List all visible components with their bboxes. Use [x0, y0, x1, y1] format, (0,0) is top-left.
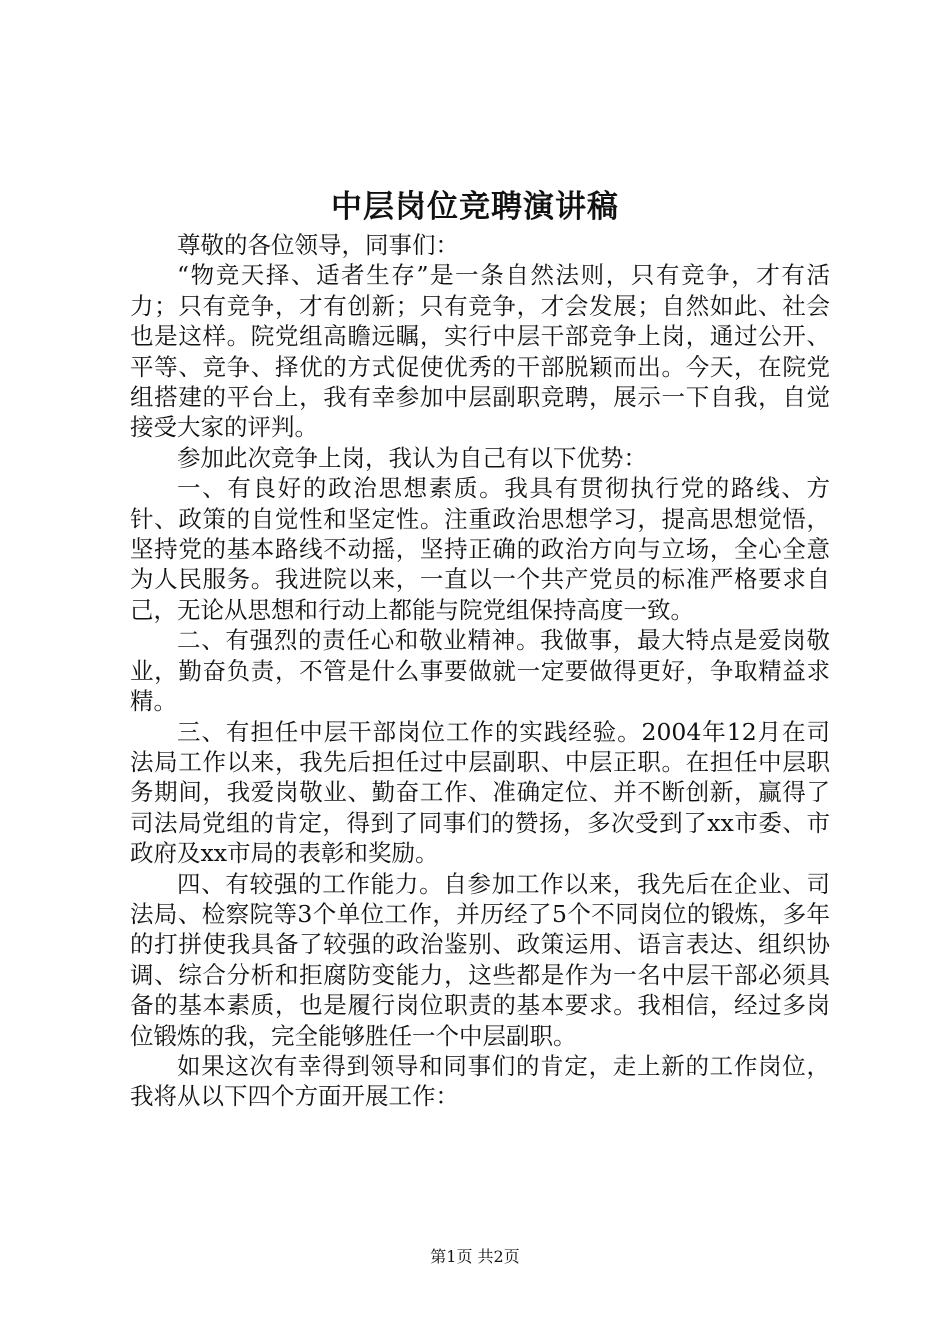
- salutation-paragraph: 尊敬的各位领导，同事们：: [177, 231, 459, 259]
- page-number: 第1页 共2页: [430, 1247, 520, 1266]
- document-title: 中层岗位竞聘演讲稿: [331, 189, 619, 225]
- intro-paragraph: “物竞天择、适者生存”是一条自然法则，只有竞争，才有活力；只有竞争，才有创新；只有竞争，才会发展；自然如此、社会也是这样。院党组高瞻远瞩，实行中层干部竞争上岗，通过公开、平等、竞争、择优的方式促使优秀的干部脱颖而出。今天，在院党组搭建的平台上，我有幸参加中层副职竞聘，展示一下自我，自觉接受大家的评判。: [130, 261, 830, 442]
- advantage-two-paragraph: 二、有强烈的责任心和敬业精神。我做事，最大特点是爱岗敬业，勤奋负责，不管是什么事要做就一定要做得更好，争取精益求精。: [130, 626, 830, 716]
- advantage-one-paragraph: 一、有良好的政治思想素质。我具有贯彻执行党的路线、方针、政策的自觉性和坚定性。注重政治思想学习，提高思想觉悟，坚持党的基本路线不动摇，坚持正确的政治方向与立场，全心全意为人民服务。我进院以来，一直以一个共产党员的标准严格要求自己，无论从思想和行动上都能与院党组保持高度一致。: [130, 474, 830, 624]
- advantage-three-paragraph: 三、有担任中层干部岗位工作的实践经验。2004年12月在司法局工作以来，我先后担任过中层副职、中层正职。在担任中层职务期间，我爱岗敬业、勤奋工作、准确定位、并不断创新，赢得了司法局党组的肯定，得到了同事们的赞扬，多次受到了xx市委、市政府及xx市局的表彰和奖励。: [130, 717, 830, 868]
- advantages-lead-paragraph: 参加此次竞争上岗，我认为自己有以下优势：: [177, 443, 647, 472]
- document-body: [130, 230, 830, 1112]
- plan-lead-paragraph: 如果这次有幸得到领导和同事们的肯定，走上新的工作岗位，我将从以下四个方面开展工作：: [130, 1051, 830, 1111]
- advantage-four-paragraph: 四、有较强的工作能力。自参加工作以来，我先后在企业、司法局、检察院等3个单位工作，并历经了5个不同岗位的锻炼，多年的打拼使我具备了较强的政治鉴别、政策运用、语言表达、组织协调、综合分析和拒腐防变能力，这些都是作为一名中层干部必须具备的基本素质，也是履行岗位职责的基本要求。我相信，经过多岗位锻炼的我，完全能够胜任一个中层副职。: [130, 869, 830, 1050]
